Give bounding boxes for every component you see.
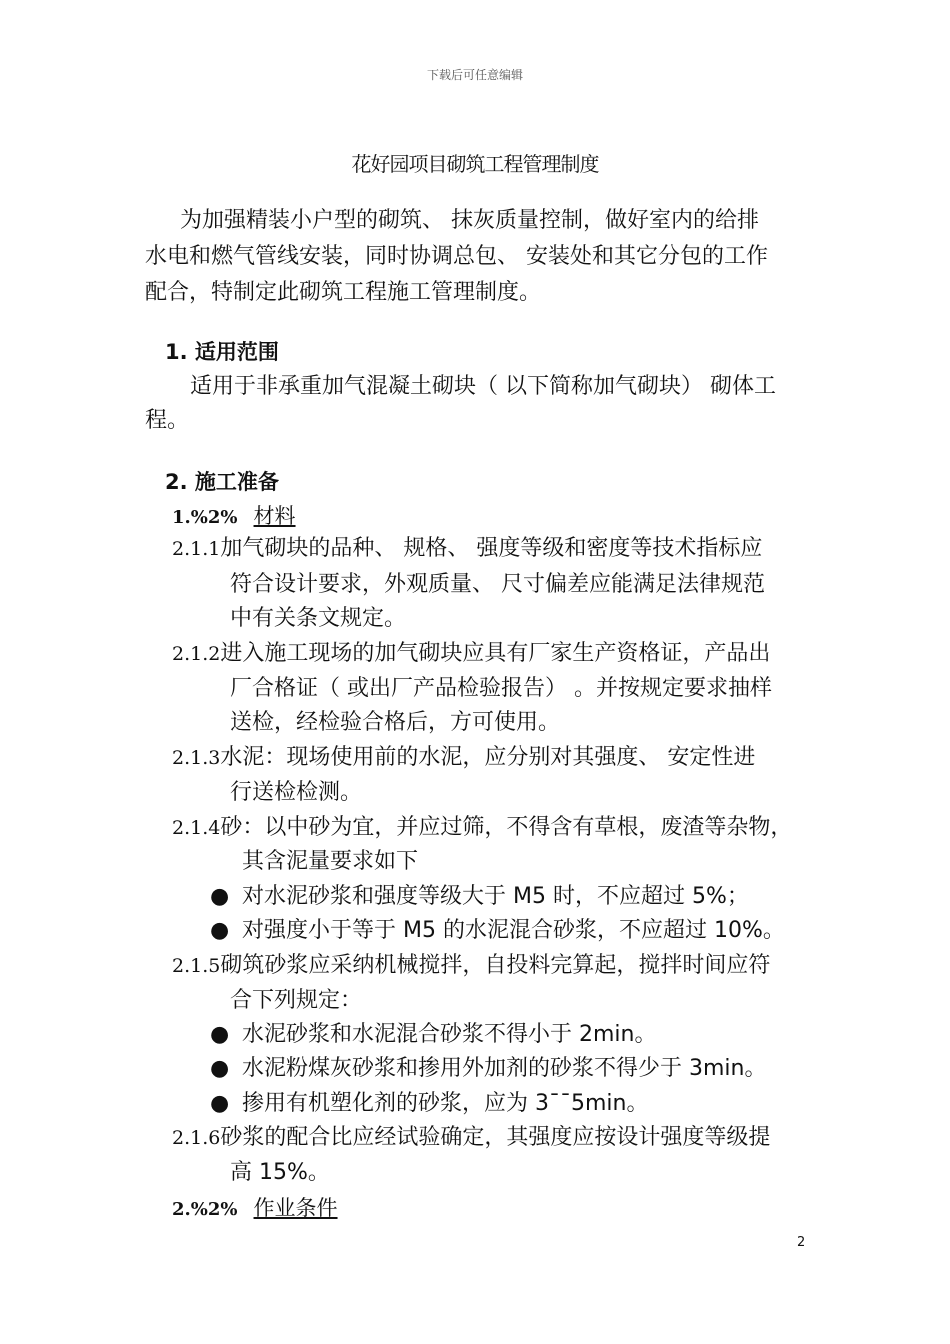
bullet-text: 水泥砂浆和水泥混合砂浆不得小于 2min。 [242,1022,657,1047]
item-number: 2.1.5 [172,955,221,977]
item-2-1-2 [172,636,770,672]
bullet-text: 掺用有机塑化剂的砂浆，应为 3¯¯5min。 [242,1091,649,1116]
item-2-1-6-line-2: 高 15%。 [230,1160,330,1185]
item-text: 进入施工现场的加气砌块应具有厂家生产资格证，产品出 [220,641,771,666]
item-number: 2.1.2 [172,643,221,665]
bullet-icon: ● [210,918,230,943]
item-2-1-4 [172,810,792,846]
bullet-icon: ● [210,884,230,909]
item-number: 2.1.4 [172,817,221,839]
item-number: 2.1.6 [172,1127,221,1149]
item-2-1-1-line-3: 中有关条文规定。 [230,606,407,631]
subsection-materials [172,500,296,530]
bullet-item [210,1017,656,1053]
item-2-1-6 [172,1120,770,1156]
bullet-icon: ● [210,1091,230,1116]
intro-line-2: 水电和燃气管线安装，同时协调总包、 安装处和其它分包的工作 [145,244,768,269]
item-text: 水泥：现场使用前的水泥，应分别对其强度、 安定性进 [220,745,756,770]
bullet-text: 对强度小于等于 M5 的水泥混合砂浆，不应超过 10%。 [242,918,785,943]
intro-line-3: 配合，特制定此砌筑工程施工管理制度。 [145,280,542,305]
document-title: 花好园项目砌筑工程管理制度 [351,152,599,176]
page-number: 2 [797,1235,806,1250]
page-header: 下载后可任意编辑 [426,68,523,82]
item-number: 2.1.3 [172,747,221,769]
item-2-1-1-line-2: 符合设计要求，外观质量、 尺寸偏差应能满足法律规范 [230,572,765,597]
item-text: 砂：以中砂为宜，并应过筛，不得含有草根，废渣等杂物， [220,815,793,840]
section-heading-2: 2. 施工准备 [165,470,279,494]
item-text: 砌筑砂浆应采纳机械搅拌，自投料完算起，搅拌时间应符 [220,953,771,978]
bullet-icon: ● [210,1022,230,1047]
item-2-1-5 [172,948,770,984]
subsection-title: 作业条件 [253,1196,338,1220]
bullet-text: 水泥粉煤灰砂浆和掺用外加剂的砂浆不得少于 3min。 [242,1056,767,1081]
section1-line-2: 程。 [145,408,190,433]
bullet-item [210,879,749,915]
item-text: 砂浆的配合比应经试验确定，其强度应按设计强度等级提 [220,1125,771,1150]
section-heading-1: 1. 适用范围 [165,340,279,364]
subsection-title: 材料 [253,504,296,528]
subsection-work-conditions [172,1192,338,1222]
item-number: 2.1.1 [172,538,221,560]
item-2-1-3 [172,740,755,776]
subsection-number: 1.%2% [172,507,238,528]
bullet-item [210,1086,648,1122]
item-2-1-1 [172,531,762,567]
item-2-1-4-line-2: 其含泥量要求如下 [242,849,419,874]
bullet-item [210,1051,766,1087]
item-text: 加气砌块的品种、 规格、 强度等级和密度等技术指标应 [220,536,763,561]
intro-line-1: 为加强精装小户型的砌筑、 抹灰质量控制，做好室内的给排 [180,208,759,233]
bullet-text: 对水泥砂浆和强度等级大于 M5 时，不应超过 5%； [242,884,749,909]
section1-line-1: 适用于非承重加气混凝土砌块（ 以下简称加气砌块） 砌体工 [190,374,776,399]
item-2-1-2-line-3: 送检，经检验合格后，方可使用。 [230,710,561,735]
item-2-1-2-line-2: 厂合格证（ 或出厂产品检验报告） 。并按规定要求抽样 [230,676,772,701]
bullet-item [210,913,785,949]
bullet-icon: ● [210,1056,230,1081]
item-2-1-5-line-2: 合下列规定： [230,988,363,1013]
subsection-number: 2.%2% [172,1199,238,1220]
item-2-1-3-line-2: 行送检检测。 [230,780,363,805]
